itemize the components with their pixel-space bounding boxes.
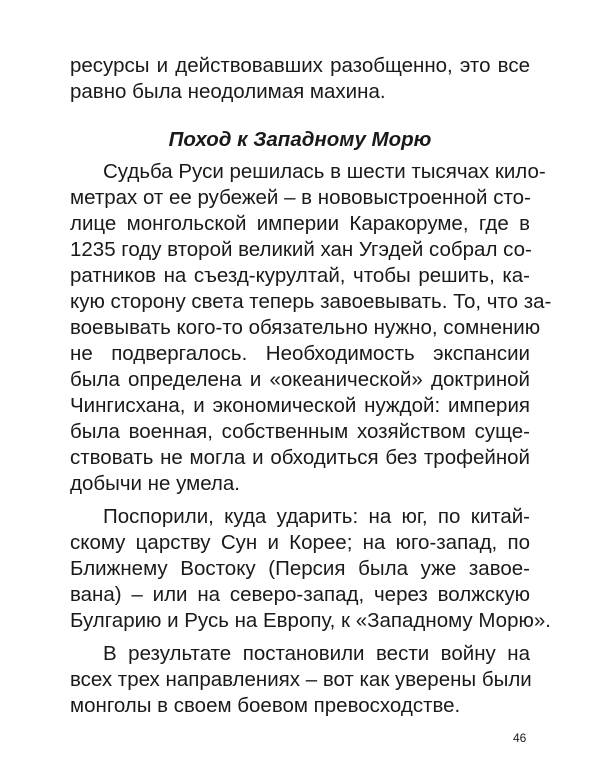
section-heading: Поход к Западному Морю	[168, 128, 432, 151]
paragraph1-line: кую сторону света теперь завоевывать. То, что за-	[70, 290, 552, 313]
intro-line: ресурсы и действовавших разобщенно, это все	[70, 54, 530, 77]
paragraph1-line: ствовать не могла и обходиться без трофейной	[70, 446, 530, 469]
paragraph1-line: воевывать кого-то обязательно нужно, сомнению	[70, 316, 541, 339]
paragraph1-line: не подвергалось. Необходимость экспансии	[70, 342, 530, 365]
paragraph1-line: лице монгольской империи Каракоруме, где в	[70, 212, 530, 235]
paragraph2-line: скому царству Сун и Корее; на юго-запад, по	[70, 531, 530, 554]
paragraph1-line: 1235 году второй великий хан Угэдей собрал со-	[70, 238, 532, 261]
paragraph3-line: всех трех направлениях – вот как уверены были	[70, 668, 532, 691]
intro-line: равно была неодолимая махина.	[70, 80, 386, 103]
paragraph2-line: вана) – или на северо-запад, через волжскую	[70, 583, 530, 606]
paragraph3-line: монголы в своем боевом превосходстве.	[70, 694, 461, 717]
paragraph1-line: Судьба Руси решилась в шести тысячах кило-	[103, 160, 546, 183]
paragraph3-line: В результате постановили вести войну на	[103, 642, 530, 665]
paragraph1-line: добычи не умела.	[70, 472, 240, 495]
paragraph2-line: Ближнему Востоку (Персия была уже завое-	[70, 557, 530, 580]
paragraph1-line: Чингисхана, и экономической нуждой: империя	[70, 394, 530, 417]
paragraph2-line: Булгарию и Русь на Европу, к «Западному Морю».	[70, 609, 551, 632]
paragraph1-line: была военная, собственным хозяйством суще-	[70, 420, 530, 443]
paragraph2-line: Поспорили, куда ударить: на юг, по китай-	[103, 505, 530, 528]
paragraph1-line: была определена и «океанической» доктриной	[70, 368, 530, 391]
page-number: 46	[513, 731, 527, 745]
paragraph1-line: метрах от ее рубежей – в нововыстроенной сто-	[70, 186, 531, 209]
paragraph1-line: ратников на съезд-курултай, чтобы решить, ка-	[70, 264, 530, 287]
